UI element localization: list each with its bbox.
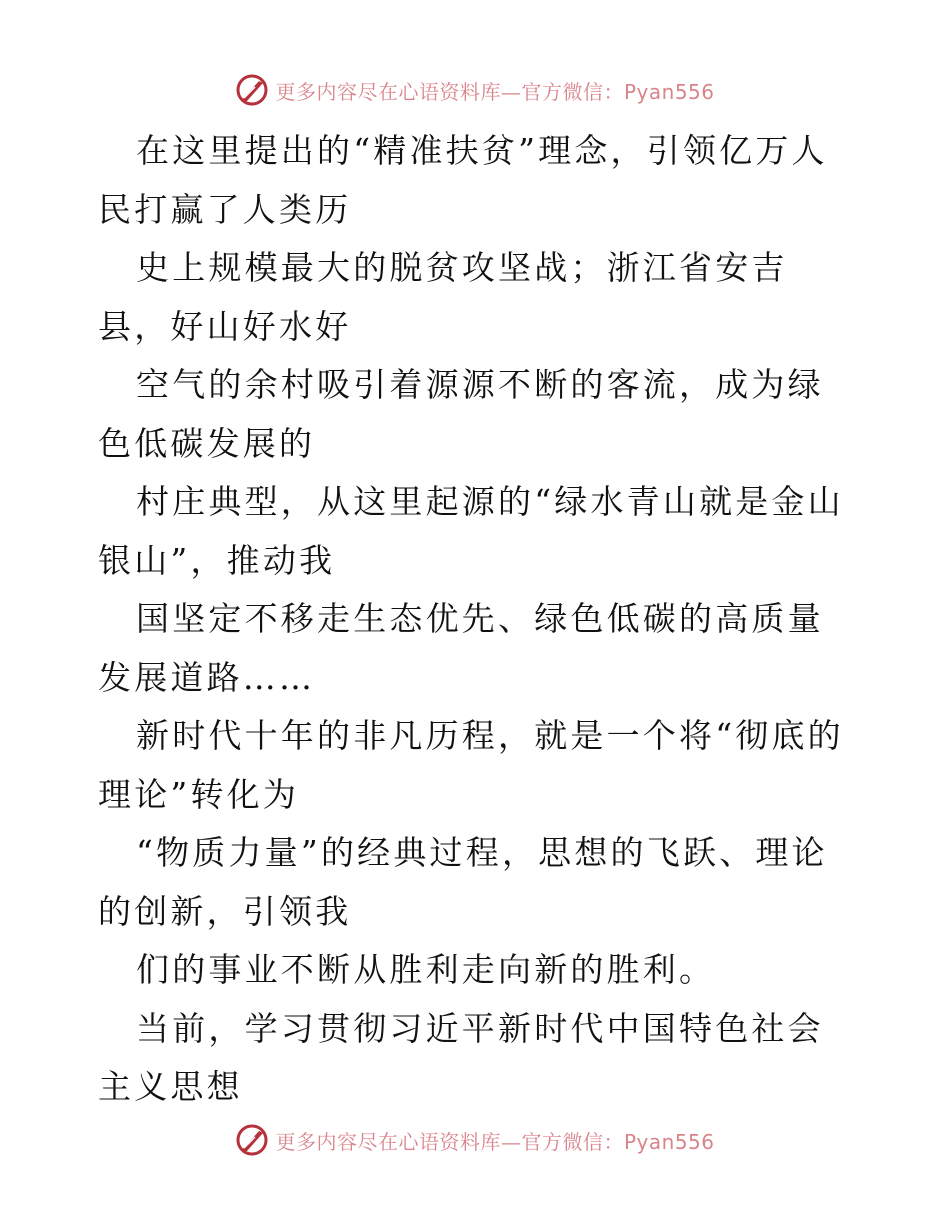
paragraph: “物质力量”的经典过程，思想的飞跃、理论的创新，引领我 (98, 833, 828, 931)
watermark-text: 更多内容尽在心语资料库—官方微信：Pyan556 (275, 79, 715, 104)
body-text (98, 122, 858, 1117)
header-watermark (0, 70, 950, 110)
paragraph: 当前，学习贯彻习近平新时代中国特色社会主义思想 (98, 1008, 824, 1106)
paragraph: 新时代十年的非凡历程，就是一个将“彻底的理论”转化为 (98, 716, 844, 814)
paragraph: 史上规模最大的脱贫攻坚战；浙江省安吉县，好山好水好 (98, 248, 788, 346)
footer-watermark (0, 1120, 950, 1160)
paragraph: 空气的余村吸引着源源不断的客流，成为绿色低碳发展的 (98, 365, 824, 463)
watermark-wechat-id: Pyan556 (623, 1129, 715, 1154)
paragraph: 在这里提出的“精准扶贫”理念，引领亿万人民打赢了人类历 (98, 131, 828, 229)
paragraph: 国坚定不移走生态优先、绿色低碳的高质量发展道路…… (98, 599, 824, 697)
watermark-wechat-id: Pyan556 (623, 79, 715, 104)
paragraph: 村庄典型，从这里起源的“绿水青山就是金山银山”，推动我 (98, 482, 844, 580)
quill-pen-circle-icon (235, 73, 269, 107)
quill-pen-circle-icon (235, 1123, 269, 1157)
paragraph: 们的事业不断从胜利走向新的胜利。 (136, 950, 716, 989)
watermark-text: 更多内容尽在心语资料库—官方微信：Pyan556 (275, 1129, 715, 1154)
